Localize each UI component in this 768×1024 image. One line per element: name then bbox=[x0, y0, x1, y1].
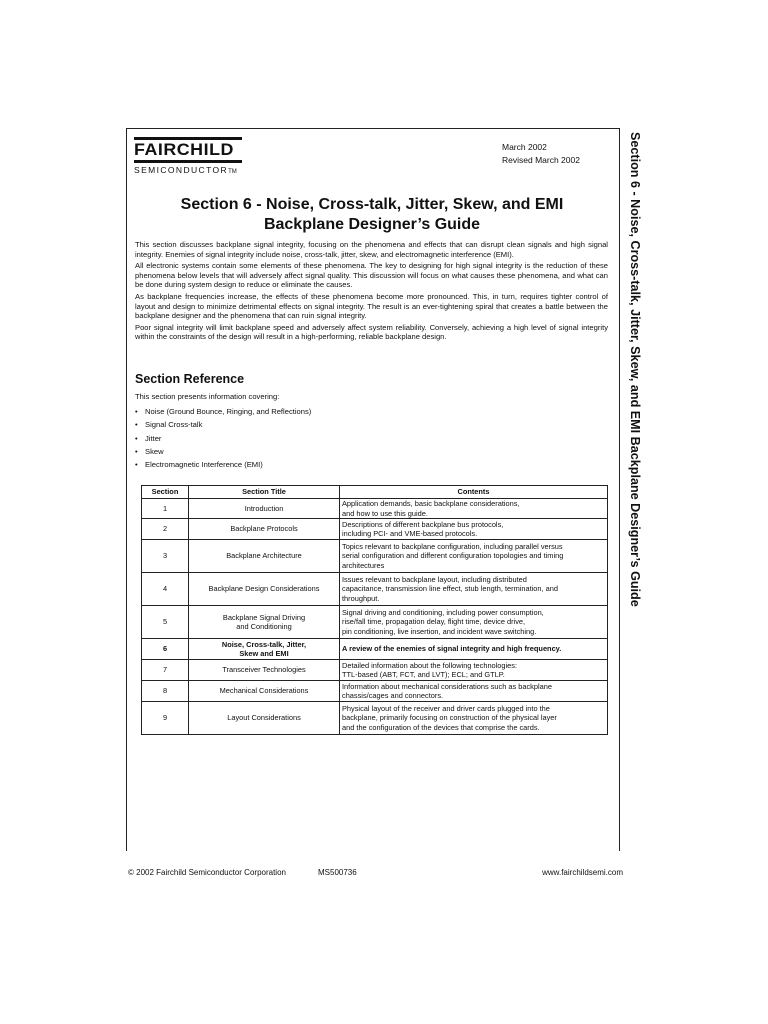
paragraph: Poor signal integrity will limit backplane speed and adversely affect system reliability. Conversely, achieving a high level of signal integrity within the constraints of the design will result in a high-performing, reliable backplane design. bbox=[135, 322, 608, 342]
contents-line: and how to use this guide. bbox=[342, 508, 428, 518]
copyright: © 2002 Fairchild Semiconductor Corporation bbox=[128, 868, 286, 877]
cell-section-number: 5 bbox=[142, 606, 189, 639]
contents-line: Detailed information about the following technologies: bbox=[342, 660, 518, 670]
contents-line: Information about mechanical considerations such as backplane bbox=[342, 681, 552, 691]
title-line: Backplane Protocols bbox=[230, 524, 298, 534]
cell-contents bbox=[340, 681, 608, 702]
contents-line: capacitance, transmission line effect, stub length, termination, and bbox=[342, 584, 558, 594]
topic-list bbox=[135, 405, 311, 471]
table-header-row bbox=[142, 486, 608, 499]
cell-section-number: 7 bbox=[142, 660, 189, 681]
paragraph: As backplane frequencies increase, the effects of these phenomena become more pronounced. This, in turn, requires tighter control of layout and design to minimize detrimental effects on signal integrity. The result is an ever-tightening spiral that creates a battle between the backplane designer and the phenomena that can ruin signal integrity. bbox=[135, 291, 608, 321]
contents-line: chassis/cages and connectors. bbox=[342, 691, 444, 700]
publish-date: March 2002 bbox=[502, 142, 547, 152]
table-row bbox=[142, 639, 608, 660]
logo-wordmark: FAIRCHILD bbox=[134, 140, 234, 159]
table-row bbox=[142, 606, 608, 639]
cell-section-title bbox=[189, 639, 340, 660]
table-row bbox=[142, 660, 608, 681]
title-line: Backplane Signal Driving bbox=[222, 612, 306, 622]
title-line: Layout Considerations bbox=[227, 713, 301, 723]
cell-section-title bbox=[189, 573, 340, 606]
table-row bbox=[142, 540, 608, 573]
paragraph: All electronic systems contain some elements of these phenomena. The key to designing for high signal integrity is the reduction of these phenomena below levels that will adversely affect signal quality. This discussion will focus on what causes these phenomena, and what can be done during system design to reduce or eliminate the causes. bbox=[135, 261, 608, 290]
logo-sub-text: SEMICONDUCTOR bbox=[134, 165, 229, 175]
table-row bbox=[142, 702, 608, 735]
page-title bbox=[128, 195, 616, 235]
contents-line: Physical layout of the receiver and driver cards plugged into the bbox=[342, 703, 550, 713]
list-item: • Jitter bbox=[135, 432, 311, 445]
document-dates bbox=[502, 141, 580, 167]
contents-line: Signal driving and conditioning, including power consumption, bbox=[342, 607, 544, 617]
contents-line: serial configuration and different configuration topologies and timing bbox=[342, 551, 564, 561]
section-reference-intro: This section presents information covering: bbox=[135, 392, 280, 401]
contents-line: rise/fall time, propagation delay, flight time, device drive, bbox=[342, 617, 526, 627]
title-line: Skew and EMI bbox=[239, 649, 289, 658]
cell-section-number: 6 bbox=[142, 639, 189, 660]
list-item: • Signal Cross-talk bbox=[135, 418, 311, 431]
logo-middle-bar bbox=[134, 160, 242, 163]
list-item: • Electromagnetic Interference (EMI) bbox=[135, 458, 311, 471]
title-line: Backplane Architecture bbox=[226, 551, 302, 561]
contents-line: backplane, primarily focusing on construction of the physical layer bbox=[342, 713, 557, 723]
cell-contents bbox=[340, 540, 608, 573]
title-line: Mechanical Considerations bbox=[219, 686, 309, 696]
title-line: and Conditioning bbox=[236, 622, 292, 631]
table-row bbox=[142, 681, 608, 702]
contents-line: and the configuration of the devices that comprise the cards. bbox=[342, 722, 540, 732]
company-logo bbox=[134, 137, 264, 181]
cell-section-number: 8 bbox=[142, 681, 189, 702]
title-line: Noise, Cross-talk, Jitter, bbox=[221, 639, 307, 649]
contents-line: A review of the enemies of signal integrity and high frequency. bbox=[342, 644, 562, 654]
cell-section-title bbox=[189, 540, 340, 573]
header-contents: Contents bbox=[340, 486, 608, 499]
cell-contents bbox=[340, 573, 608, 606]
title-line-2: Backplane Designer’s Guide bbox=[263, 216, 481, 233]
title-line-1: Section 6 - Noise, Cross-talk, Jitter, Skew, and EMI bbox=[180, 196, 564, 213]
cell-section-title bbox=[189, 681, 340, 702]
cell-section-title bbox=[189, 702, 340, 735]
cell-section-title bbox=[189, 519, 340, 540]
section-reference-heading: Section Reference bbox=[135, 372, 245, 386]
document-id: MS500736 bbox=[318, 868, 357, 877]
logo-tm: TM bbox=[228, 169, 237, 175]
cell-section-number: 1 bbox=[142, 499, 189, 519]
list-item: • Noise (Ground Bounce, Ringing, and Reflections) bbox=[135, 405, 311, 418]
cell-contents bbox=[340, 519, 608, 540]
cell-section-title bbox=[189, 660, 340, 681]
intro-text bbox=[135, 240, 608, 344]
paragraph: This section discusses backplane signal integrity, focusing on the phenomena and effects that can disrupt clean signals and high signal integrity. Enemies of signal integrity include noise, cross-talk, jitter, skew, and electromagnetic interference (EMI). bbox=[135, 240, 608, 259]
header-section: Section bbox=[142, 486, 189, 499]
cell-section-title bbox=[189, 499, 340, 519]
title-line: Introduction bbox=[244, 503, 284, 513]
cell-contents bbox=[340, 499, 608, 519]
contents-line: Descriptions of different backplane bus protocols, bbox=[342, 519, 504, 529]
table-row bbox=[142, 573, 608, 606]
list-item: • Skew bbox=[135, 445, 311, 458]
contents-line: pin conditioning, live insertion, and incident wave switching. bbox=[342, 626, 537, 636]
contents-line: Application demands, basic backplane considerations, bbox=[342, 499, 520, 509]
title-line: Transceiver Technologies bbox=[222, 665, 306, 675]
table-row bbox=[142, 499, 608, 519]
cell-section-number: 9 bbox=[142, 702, 189, 735]
contents-line: including PCI- and VME-based protocols. bbox=[342, 529, 478, 538]
contents-line: Topics relevant to backplane configuration, including parallel versus bbox=[342, 541, 563, 551]
cell-section-number: 4 bbox=[142, 573, 189, 606]
cell-contents bbox=[340, 639, 608, 660]
logo-subtitle bbox=[134, 165, 237, 177]
cell-section-number: 3 bbox=[142, 540, 189, 573]
cell-section-title bbox=[189, 606, 340, 639]
side-title: Section 6 - Noise, Cross-talk, Jitter, Skew, and EMI Backplane Designer’s Guide bbox=[628, 132, 642, 607]
header-section-title: Section Title bbox=[189, 486, 340, 499]
contents-line: TTL-based (ABT, FCT, and LVT); ECL; and GTLP. bbox=[342, 670, 505, 679]
section-table bbox=[141, 485, 608, 735]
website-link[interactable]: www.fairchildsemi.com bbox=[542, 868, 623, 877]
contents-line: Issues relevant to backplane layout, including distributed bbox=[342, 574, 527, 584]
title-line: Backplane Design Considerations bbox=[208, 584, 320, 594]
table-body bbox=[142, 499, 608, 735]
cell-contents bbox=[340, 702, 608, 735]
contents-line: architectures bbox=[342, 560, 385, 570]
table-row bbox=[142, 519, 608, 540]
cell-section-number: 2 bbox=[142, 519, 189, 540]
cell-contents bbox=[340, 660, 608, 681]
contents-line: throughput. bbox=[342, 593, 380, 603]
revised-date: Revised March 2002 bbox=[502, 155, 580, 165]
cell-contents bbox=[340, 606, 608, 639]
